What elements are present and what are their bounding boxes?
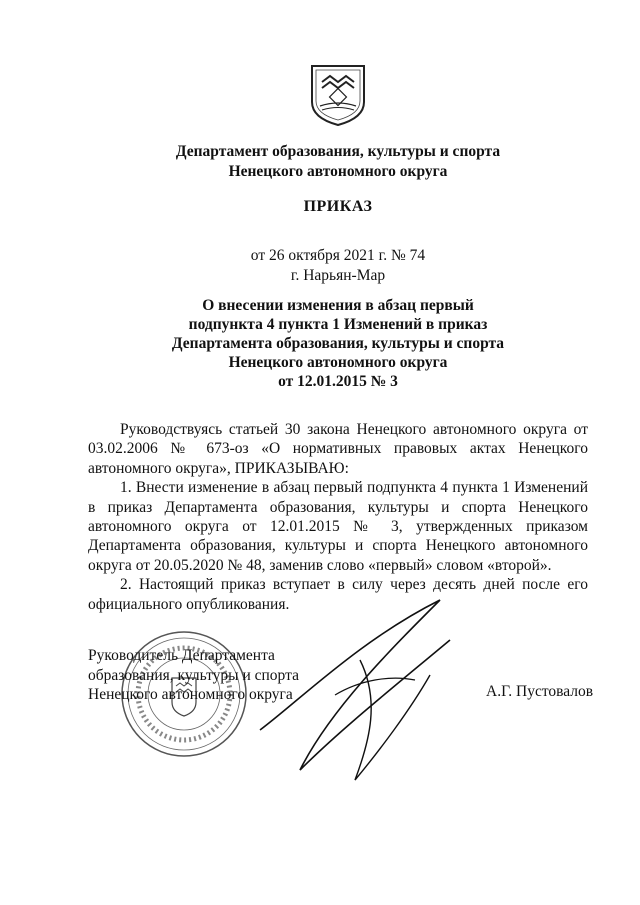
item-1-paragraph: 1. Внести изменение в абзац первый подпункта 4 пункта 1 Изменений в приказ Департамента образования, культуры и спорта Ненецкого автономного округа от 12.01.2015 № 3, утвержденных приказом Департамента образования, культуры и спорта Ненецкого автономного округа от 20.05.2020 № 48, заменив слово «первый» словом «второй». [88, 479, 588, 574]
document-type-title: ПРИКАЗ [303, 198, 373, 215]
position-line-1: Руководитель Департамента [88, 647, 275, 664]
department-line-1: Департамент образования, культуры и спорта [175, 143, 501, 160]
subject-line-2: подпункта 4 пункта 1 Изменений в приказ [188, 316, 488, 333]
position-line-2: образования, культуры и спорта [88, 666, 299, 684]
date-block [0, 246, 640, 286]
preamble-paragraph: Руководствуясь статьей 30 закона Ненецкого автономного округа от 03.02.2006 № 673-оз «О нормативных правовых актах Ненецкого автономного округа», ПРИКАЗЫВАЮ: [88, 421, 588, 477]
department-line-2: Ненецкого автономного округа [228, 163, 448, 180]
item-2-paragraph: 2. Настоящий приказ вступает в силу через десять дней после его официального опубликования. [88, 576, 588, 613]
position-line-3: Ненецкого автономного округа [88, 686, 293, 703]
subject-line-5: от 12.01.2015 № 3 [278, 373, 398, 390]
subject-line-4: Ненецкого автономного округа [228, 354, 448, 371]
subject-heading [0, 296, 640, 391]
subject-line-1: О внесении изменения в абзац первый [202, 297, 474, 314]
handwritten-signature [240, 580, 480, 800]
city-line: г. Нарьян-Мар [290, 267, 386, 284]
coat-of-arms-emblem [308, 58, 368, 128]
department-header [0, 142, 640, 182]
signatory-name: А.Г. Пустовалов [486, 683, 594, 700]
subject-line-3: Департамента образования, культуры и спорта [171, 335, 505, 352]
date-number-line: от 26 октября 2021 г. № 74 [250, 247, 426, 264]
